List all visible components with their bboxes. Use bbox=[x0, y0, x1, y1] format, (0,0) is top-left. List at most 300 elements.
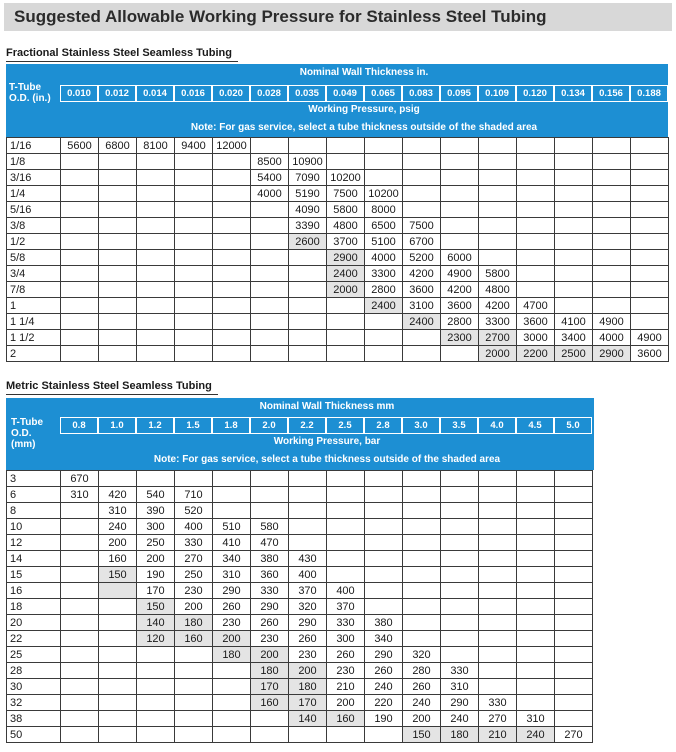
metric-pressure-cell bbox=[517, 631, 555, 647]
metric-wall-header-cell: 1.5 bbox=[174, 417, 212, 434]
fractional-pressure-cell bbox=[403, 170, 441, 186]
metric-wall-row bbox=[60, 417, 592, 434]
metric-pressure-cell: 160 bbox=[99, 551, 137, 567]
fractional-pressure-cell: 3600 bbox=[403, 282, 441, 298]
metric-table bbox=[6, 470, 593, 743]
metric-pressure-cell bbox=[327, 503, 365, 519]
fractional-od-cell: 5/16 bbox=[7, 202, 61, 218]
table-row bbox=[7, 615, 593, 631]
fractional-pressure-cell: 5200 bbox=[403, 250, 441, 266]
fractional-pressure-cell: 2700 bbox=[479, 330, 517, 346]
metric-pressure-cell bbox=[441, 535, 479, 551]
metric-pressure-cell bbox=[99, 679, 137, 695]
metric-pressure-cell bbox=[555, 599, 593, 615]
metric-pressure-cell: 170 bbox=[289, 695, 327, 711]
metric-pressure-cell bbox=[403, 567, 441, 583]
metric-pressure-cell bbox=[479, 631, 517, 647]
fractional-od-cell: 2 bbox=[7, 346, 61, 362]
metric-pressure-cell: 210 bbox=[327, 679, 365, 695]
table-row bbox=[7, 487, 593, 503]
fractional-pressure-cell bbox=[327, 330, 365, 346]
fractional-pressure-cell: 4200 bbox=[441, 282, 479, 298]
fractional-pressure-cell bbox=[441, 234, 479, 250]
fractional-pressure-cell bbox=[479, 202, 517, 218]
fractional-pressure-cell bbox=[593, 266, 631, 282]
metric-pressure-cell bbox=[517, 695, 555, 711]
fractional-pressure-cell: 2900 bbox=[327, 250, 365, 266]
fractional-pressure-cell: 3300 bbox=[365, 266, 403, 282]
metric-pressure-cell: 250 bbox=[137, 535, 175, 551]
metric-pressure-header: Working Pressure, bar bbox=[273, 436, 381, 447]
metric-wall-header-cell: 2.0 bbox=[250, 417, 288, 434]
metric-pressure-cell bbox=[365, 551, 403, 567]
metric-pressure-cell bbox=[403, 519, 441, 535]
metric-pressure-cell bbox=[61, 551, 99, 567]
metric-pressure-cell bbox=[479, 663, 517, 679]
fractional-pressure-cell: 2900 bbox=[593, 346, 631, 362]
metric-pressure-cell: 280 bbox=[403, 663, 441, 679]
metric-pressure-cell bbox=[289, 727, 327, 743]
fractional-pressure-cell bbox=[175, 266, 213, 282]
metric-pressure-cell bbox=[137, 695, 175, 711]
fractional-pressure-cell: 10900 bbox=[289, 154, 327, 170]
fractional-pressure-cell bbox=[137, 154, 175, 170]
fractional-pressure-cell bbox=[517, 282, 555, 298]
fractional-pressure-cell bbox=[517, 234, 555, 250]
metric-pressure-cell bbox=[555, 503, 593, 519]
fractional-pressure-cell bbox=[213, 330, 251, 346]
metric-wall-header-cell: 4.5 bbox=[516, 417, 554, 434]
table-row bbox=[7, 266, 669, 282]
metric-pressure-cell: 370 bbox=[327, 599, 365, 615]
fractional-pressure-cell: 7500 bbox=[403, 218, 441, 234]
page-title: Suggested Allowable Working Pressure for Stainless Steel Tubing bbox=[14, 7, 547, 26]
metric-pressure-cell: 200 bbox=[403, 711, 441, 727]
metric-pressure-cell bbox=[137, 679, 175, 695]
fractional-pressure-cell bbox=[289, 282, 327, 298]
metric-pressure-cell: 260 bbox=[403, 679, 441, 695]
table-row bbox=[7, 330, 669, 346]
fractional-pressure-cell bbox=[251, 330, 289, 346]
metric-pressure-cell: 710 bbox=[175, 487, 213, 503]
fractional-pressure-cell bbox=[555, 154, 593, 170]
metric-pressure-cell: 260 bbox=[365, 663, 403, 679]
metric-pressure-cell bbox=[61, 519, 99, 535]
fractional-pressure-cell bbox=[289, 314, 327, 330]
fractional-pressure-cell bbox=[61, 218, 99, 234]
metric-pressure-cell: 220 bbox=[365, 695, 403, 711]
metric-pressure-cell: 230 bbox=[175, 583, 213, 599]
fractional-pressure-cell: 4700 bbox=[517, 298, 555, 314]
fractional-pressure-cell bbox=[99, 266, 137, 282]
fractional-pressure-cell: 2300 bbox=[441, 330, 479, 346]
fractional-pressure-cell bbox=[631, 154, 669, 170]
fractional-pressure-cell bbox=[555, 282, 593, 298]
fractional-pressure-cell bbox=[61, 186, 99, 202]
metric-wall-header-cell: 3.5 bbox=[440, 417, 478, 434]
metric-pressure-cell bbox=[479, 567, 517, 583]
fractional-pressure-cell bbox=[631, 282, 669, 298]
fractional-pressure-cell bbox=[631, 170, 669, 186]
metric-pressure-cell bbox=[175, 695, 213, 711]
metric-pressure-cell bbox=[99, 695, 137, 711]
fractional-table bbox=[6, 137, 669, 362]
fractional-pressure-cell bbox=[251, 266, 289, 282]
table-row bbox=[7, 234, 669, 250]
fractional-pressure-cell: 4800 bbox=[327, 218, 365, 234]
fractional-pressure-cell bbox=[289, 138, 327, 154]
title-bar bbox=[4, 3, 672, 31]
metric-wall-header-cell: 1.8 bbox=[212, 417, 250, 434]
metric-pressure-cell bbox=[327, 487, 365, 503]
metric-pressure-cell: 190 bbox=[365, 711, 403, 727]
table-row bbox=[7, 711, 593, 727]
metric-pressure-cell bbox=[61, 695, 99, 711]
table-row bbox=[7, 170, 669, 186]
metric-pressure-cell bbox=[213, 487, 251, 503]
fractional-pressure-cell bbox=[403, 346, 441, 362]
fractional-pressure-cell: 8500 bbox=[251, 154, 289, 170]
fractional-pressure-cell: 10200 bbox=[327, 170, 365, 186]
metric-pressure-cell: 140 bbox=[289, 711, 327, 727]
metric-pressure-cell bbox=[403, 551, 441, 567]
metric-pressure-cell: 270 bbox=[479, 711, 517, 727]
table-row bbox=[7, 695, 593, 711]
metric-pressure-cell: 510 bbox=[213, 519, 251, 535]
metric-od-cell: 15 bbox=[7, 567, 61, 583]
table-row bbox=[7, 298, 669, 314]
metric-pressure-cell: 290 bbox=[365, 647, 403, 663]
metric-pressure-cell bbox=[99, 631, 137, 647]
metric-pressure-cell bbox=[403, 599, 441, 615]
metric-od-cell: 10 bbox=[7, 519, 61, 535]
metric-pressure-cell: 140 bbox=[137, 615, 175, 631]
fractional-od-cell: 1 1/4 bbox=[7, 314, 61, 330]
fractional-pressure-cell bbox=[555, 250, 593, 266]
metric-pressure-cell: 240 bbox=[441, 711, 479, 727]
fractional-pressure-cell bbox=[61, 282, 99, 298]
fractional-pressure-cell bbox=[289, 250, 327, 266]
metric-pressure-cell: 180 bbox=[289, 679, 327, 695]
fractional-pressure-cell bbox=[327, 154, 365, 170]
metric-pressure-cell bbox=[555, 711, 593, 727]
fractional-pressure-cell bbox=[631, 186, 669, 202]
fractional-pressure-cell bbox=[289, 298, 327, 314]
metric-pressure-cell bbox=[251, 727, 289, 743]
metric-pressure-cell bbox=[99, 647, 137, 663]
metric-section-title: Metric Stainless Steel Seamless Tubing bbox=[6, 380, 212, 392]
fractional-pressure-cell: 5100 bbox=[365, 234, 403, 250]
fractional-pressure-cell bbox=[213, 298, 251, 314]
metric-pressure-cell: 370 bbox=[289, 583, 327, 599]
fractional-pressure-cell: 3000 bbox=[517, 330, 555, 346]
metric-pressure-cell: 310 bbox=[213, 567, 251, 583]
fractional-pressure-cell: 3700 bbox=[327, 234, 365, 250]
fractional-pressure-cell: 5190 bbox=[289, 186, 327, 202]
metric-pressure-cell bbox=[175, 727, 213, 743]
fractional-pressure-cell bbox=[213, 250, 251, 266]
fractional-pressure-cell bbox=[61, 154, 99, 170]
fractional-pressure-cell bbox=[365, 314, 403, 330]
fractional-pressure-cell bbox=[479, 170, 517, 186]
metric-pressure-cell bbox=[327, 551, 365, 567]
fractional-pressure-cell bbox=[251, 234, 289, 250]
table-row bbox=[7, 282, 669, 298]
metric-pressure-cell bbox=[61, 615, 99, 631]
fractional-pressure-cell bbox=[365, 154, 403, 170]
fractional-pressure-cell bbox=[251, 138, 289, 154]
metric-pressure-cell bbox=[441, 487, 479, 503]
metric-pressure-cell bbox=[403, 503, 441, 519]
metric-pressure-cell bbox=[403, 471, 441, 487]
fractional-pressure-cell bbox=[61, 346, 99, 362]
fractional-pressure-cell bbox=[479, 154, 517, 170]
fractional-pressure-cell bbox=[99, 154, 137, 170]
metric-pressure-cell: 180 bbox=[441, 727, 479, 743]
metric-pressure-cell: 330 bbox=[327, 615, 365, 631]
fractional-od-cell: 1/16 bbox=[7, 138, 61, 154]
metric-pressure-cell bbox=[175, 647, 213, 663]
fractional-pressure-cell bbox=[137, 330, 175, 346]
fractional-od-cell: 1/2 bbox=[7, 234, 61, 250]
fractional-od-cell: 3/8 bbox=[7, 218, 61, 234]
metric-pressure-cell: 200 bbox=[327, 695, 365, 711]
metric-pressure-cell bbox=[213, 727, 251, 743]
metric-pressure-cell bbox=[441, 647, 479, 663]
metric-wall-header-cell: 3.0 bbox=[402, 417, 440, 434]
fractional-pressure-cell bbox=[593, 170, 631, 186]
metric-pressure-cell: 290 bbox=[213, 583, 251, 599]
metric-pressure-cell bbox=[479, 487, 517, 503]
metric-pressure-cell bbox=[99, 599, 137, 615]
fractional-pressure-cell: 3600 bbox=[441, 298, 479, 314]
table-row bbox=[7, 727, 593, 743]
metric-pressure-cell: 330 bbox=[251, 583, 289, 599]
fractional-pressure-cell bbox=[631, 250, 669, 266]
fractional-pressure-cell: 4200 bbox=[403, 266, 441, 282]
metric-pressure-cell bbox=[555, 615, 593, 631]
fractional-pressure-cell bbox=[403, 154, 441, 170]
fractional-pressure-cell bbox=[517, 266, 555, 282]
fractional-pressure-cell bbox=[365, 170, 403, 186]
fractional-pressure-cell bbox=[99, 218, 137, 234]
fractional-pressure-cell bbox=[137, 202, 175, 218]
fractional-pressure-cell bbox=[99, 202, 137, 218]
fractional-pressure-cell bbox=[479, 218, 517, 234]
metric-pressure-cell: 160 bbox=[175, 631, 213, 647]
fractional-pressure-cell: 4200 bbox=[479, 298, 517, 314]
metric-pressure-cell bbox=[137, 647, 175, 663]
fractional-pressure-cell bbox=[631, 314, 669, 330]
metric-pressure-cell bbox=[479, 471, 517, 487]
metric-pressure-cell bbox=[365, 471, 403, 487]
metric-pressure-cell bbox=[61, 503, 99, 519]
metric-pressure-cell bbox=[479, 583, 517, 599]
fractional-pressure-cell bbox=[479, 234, 517, 250]
metric-pressure-cell: 160 bbox=[251, 695, 289, 711]
metric-pressure-cell: 300 bbox=[327, 631, 365, 647]
fractional-pressure-cell bbox=[403, 138, 441, 154]
metric-pressure-cell: 230 bbox=[327, 663, 365, 679]
fractional-pressure-cell bbox=[555, 186, 593, 202]
fractional-pressure-cell bbox=[213, 314, 251, 330]
fractional-pressure-cell bbox=[175, 154, 213, 170]
fractional-pressure-cell bbox=[251, 314, 289, 330]
metric-pressure-cell bbox=[213, 679, 251, 695]
metric-pressure-cell: 270 bbox=[555, 727, 593, 743]
metric-pressure-cell bbox=[365, 503, 403, 519]
fractional-pressure-cell bbox=[61, 314, 99, 330]
metric-pressure-cell: 400 bbox=[289, 567, 327, 583]
fractional-pressure-cell bbox=[175, 250, 213, 266]
metric-pressure-cell: 160 bbox=[327, 711, 365, 727]
table-row bbox=[7, 551, 593, 567]
metric-title-rule bbox=[6, 394, 218, 395]
metric-pressure-cell bbox=[61, 727, 99, 743]
fractional-wall-header-cell: 0.156 bbox=[592, 85, 630, 102]
fractional-pressure-cell bbox=[479, 250, 517, 266]
fractional-pressure-cell: 3390 bbox=[289, 218, 327, 234]
fractional-pressure-cell bbox=[365, 330, 403, 346]
metric-pressure-cell bbox=[441, 599, 479, 615]
table-row bbox=[7, 138, 669, 154]
fractional-pressure-cell bbox=[251, 298, 289, 314]
fractional-pressure-cell bbox=[593, 138, 631, 154]
metric-pressure-cell: 310 bbox=[61, 487, 99, 503]
metric-pressure-cell: 170 bbox=[251, 679, 289, 695]
table-row bbox=[7, 567, 593, 583]
fractional-wall-header-cell: 0.016 bbox=[174, 85, 212, 102]
table-row bbox=[7, 154, 669, 170]
fractional-pressure-cell bbox=[441, 202, 479, 218]
metric-pressure-cell bbox=[441, 631, 479, 647]
metric-pressure-cell: 580 bbox=[251, 519, 289, 535]
metric-pressure-cell: 240 bbox=[403, 695, 441, 711]
table-row bbox=[7, 471, 593, 487]
fractional-pressure-cell bbox=[213, 266, 251, 282]
fractional-pressure-cell: 2400 bbox=[365, 298, 403, 314]
metric-pressure-cell bbox=[555, 567, 593, 583]
metric-pressure-cell: 310 bbox=[99, 503, 137, 519]
metric-pressure-cell bbox=[213, 711, 251, 727]
metric-pressure-cell bbox=[61, 679, 99, 695]
metric-pressure-cell bbox=[555, 695, 593, 711]
metric-pressure-cell bbox=[175, 471, 213, 487]
metric-pressure-cell bbox=[517, 487, 555, 503]
metric-pressure-cell bbox=[99, 727, 137, 743]
fractional-pressure-cell bbox=[99, 330, 137, 346]
fractional-pressure-cell bbox=[175, 202, 213, 218]
table-row bbox=[7, 202, 669, 218]
fractional-pressure-cell bbox=[631, 266, 669, 282]
fractional-pressure-cell: 3300 bbox=[479, 314, 517, 330]
fractional-note: Note: For gas service, select a tube thickness outside of the shaded area bbox=[190, 122, 538, 133]
fractional-pressure-cell bbox=[99, 186, 137, 202]
table-row bbox=[7, 631, 593, 647]
metric-pressure-cell: 180 bbox=[175, 615, 213, 631]
metric-pressure-cell bbox=[365, 567, 403, 583]
metric-pressure-cell bbox=[289, 487, 327, 503]
fractional-title-rule bbox=[6, 61, 238, 62]
metric-od-header-line3: (mm) bbox=[11, 439, 36, 450]
metric-wall-header-cell: 4.0 bbox=[478, 417, 516, 434]
fractional-wall-header-cell: 0.049 bbox=[326, 85, 364, 102]
metric-pressure-cell bbox=[251, 471, 289, 487]
metric-pressure-cell bbox=[555, 535, 593, 551]
fractional-pressure-cell: 2200 bbox=[517, 346, 555, 362]
metric-pressure-cell bbox=[175, 663, 213, 679]
fractional-pressure-cell bbox=[403, 202, 441, 218]
fractional-pressure-cell: 4900 bbox=[593, 314, 631, 330]
fractional-pressure-cell bbox=[251, 250, 289, 266]
fractional-pressure-cell bbox=[517, 170, 555, 186]
fractional-pressure-cell bbox=[289, 266, 327, 282]
fractional-pressure-cell bbox=[175, 346, 213, 362]
fractional-pressure-cell: 4800 bbox=[479, 282, 517, 298]
metric-pressure-cell bbox=[289, 535, 327, 551]
fractional-wall-header-cell: 0.014 bbox=[136, 85, 174, 102]
fractional-od-cell: 3/16 bbox=[7, 170, 61, 186]
fractional-wall-header-cell: 0.028 bbox=[250, 85, 288, 102]
fractional-pressure-cell: 2800 bbox=[365, 282, 403, 298]
fractional-pressure-cell: 2000 bbox=[479, 346, 517, 362]
fractional-pressure-cell bbox=[175, 314, 213, 330]
metric-pressure-cell: 200 bbox=[213, 631, 251, 647]
fractional-od-cell: 1 bbox=[7, 298, 61, 314]
fractional-wall-header-cell: 0.065 bbox=[364, 85, 402, 102]
fractional-pressure-cell: 4090 bbox=[289, 202, 327, 218]
fractional-pressure-cell bbox=[441, 138, 479, 154]
fractional-pressure-cell bbox=[99, 298, 137, 314]
fractional-pressure-cell bbox=[251, 202, 289, 218]
fractional-wall-header-cell: 0.095 bbox=[440, 85, 478, 102]
fractional-pressure-cell bbox=[137, 186, 175, 202]
metric-wall-header-cell: 0.8 bbox=[60, 417, 98, 434]
metric-pressure-cell bbox=[327, 727, 365, 743]
fractional-pressure-cell bbox=[631, 202, 669, 218]
metric-pressure-cell: 520 bbox=[175, 503, 213, 519]
fractional-pressure-cell bbox=[555, 266, 593, 282]
fractional-pressure-cell: 5600 bbox=[61, 138, 99, 154]
fractional-od-header-line1: T-Tube bbox=[9, 82, 42, 93]
fractional-pressure-cell bbox=[99, 282, 137, 298]
metric-od-header bbox=[11, 417, 43, 450]
metric-pressure-cell bbox=[441, 503, 479, 519]
fractional-pressure-cell: 4000 bbox=[365, 250, 403, 266]
fractional-pressure-cell: 6800 bbox=[99, 138, 137, 154]
metric-wall-header-cell: 2.5 bbox=[326, 417, 364, 434]
metric-pressure-cell: 410 bbox=[213, 535, 251, 551]
fractional-pressure-cell bbox=[175, 298, 213, 314]
fractional-pressure-cell bbox=[61, 298, 99, 314]
fractional-pressure-cell: 4900 bbox=[441, 266, 479, 282]
metric-pressure-cell bbox=[137, 727, 175, 743]
fractional-pressure-cell: 2600 bbox=[289, 234, 327, 250]
fractional-pressure-cell bbox=[175, 170, 213, 186]
metric-pressure-cell bbox=[441, 471, 479, 487]
table-row bbox=[7, 503, 593, 519]
metric-pressure-cell bbox=[403, 535, 441, 551]
metric-pressure-cell bbox=[517, 599, 555, 615]
fractional-pressure-cell bbox=[137, 218, 175, 234]
metric-pressure-cell bbox=[403, 631, 441, 647]
fractional-pressure-cell bbox=[327, 138, 365, 154]
metric-pressure-cell bbox=[99, 583, 137, 599]
fractional-pressure-cell bbox=[137, 298, 175, 314]
metric-pressure-cell: 400 bbox=[327, 583, 365, 599]
metric-pressure-cell bbox=[441, 567, 479, 583]
table-row bbox=[7, 218, 669, 234]
